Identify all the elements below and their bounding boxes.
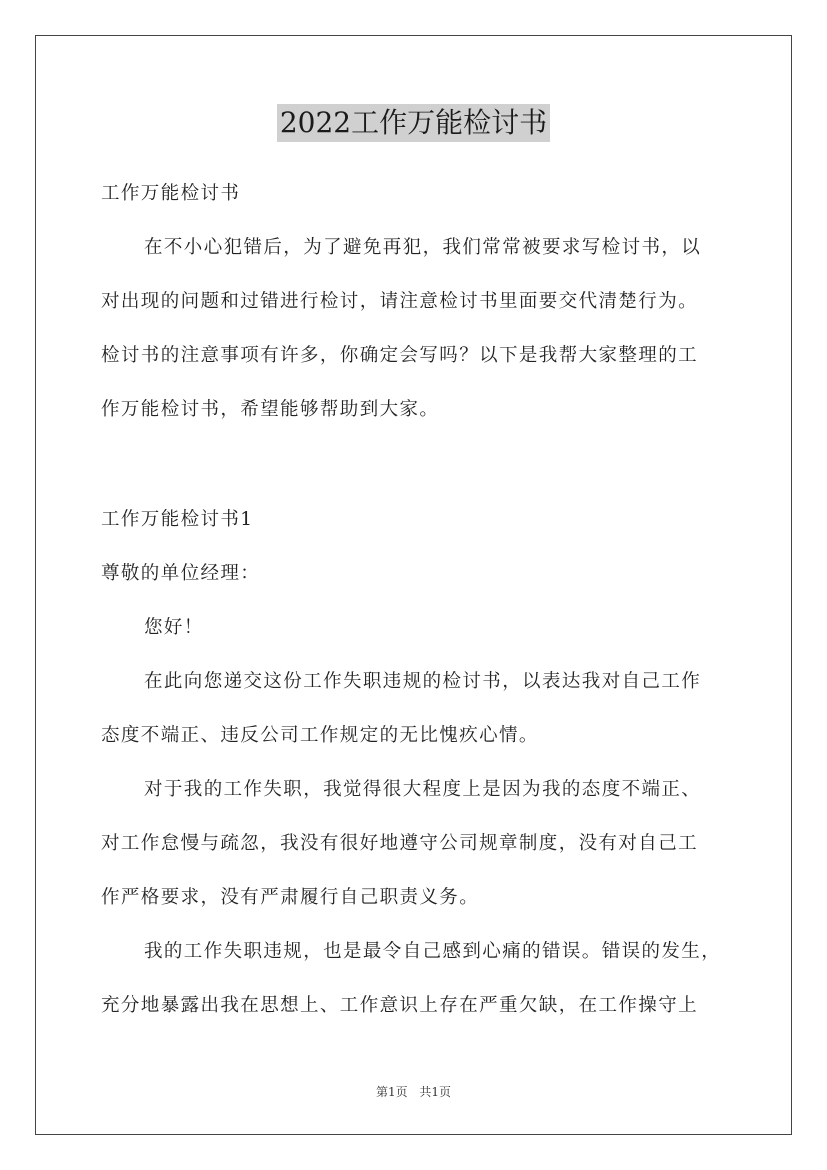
paragraph-line: 作严格要求，没有严肃履行自己职责义务。 xyxy=(101,887,480,908)
paragraph-line: 在此向您递交这份工作失职违规的检讨书，以表达我对自己工作 xyxy=(144,671,702,692)
intro-heading: 工作万能检讨书 xyxy=(101,183,241,204)
paragraph-line: 对出现的问题和过错进行检讨，请注意检讨书里面要交代清楚行为。 xyxy=(101,291,699,312)
document-title: 2022工作万能检讨书 xyxy=(277,104,550,142)
paragraph-line: 充分地暴露出我在思想上、工作意识上存在严重欠缺，在工作操守上 xyxy=(101,995,699,1016)
title-block xyxy=(0,104,827,142)
salutation: 尊敬的单位经理： xyxy=(101,563,261,584)
paragraph-line: 对于我的工作失职，我觉得很大程度上是因为我的态度不端正、 xyxy=(144,779,702,800)
paragraph-line: 对工作怠慢与疏忽，我没有很好地遵守公司规章制度，没有对自己工 xyxy=(101,833,699,854)
paragraph-line: 我的工作失职违规，也是最令自己感到心痛的错误。错误的发生， xyxy=(144,941,722,962)
page-total: 共1页 xyxy=(419,1085,452,1099)
greeting: 您好！ xyxy=(144,617,204,638)
paragraph-line: 检讨书的注意事项有许多，你确定会写吗？以下是我帮大家整理的工 xyxy=(101,345,699,366)
page-number: 第1页 xyxy=(375,1085,408,1099)
paragraph-line: 作万能检讨书，希望能够帮助到大家。 xyxy=(101,399,440,420)
paragraph-line: 在不小心犯错后，为了避免再犯，我们常常被要求写检讨书，以 xyxy=(144,237,702,258)
page-footer xyxy=(0,1083,827,1100)
paragraph-line: 态度不端正、违反公司工作规定的无比愧疚心情。 xyxy=(101,725,539,746)
section-heading: 工作万能检讨书1 xyxy=(101,509,254,530)
